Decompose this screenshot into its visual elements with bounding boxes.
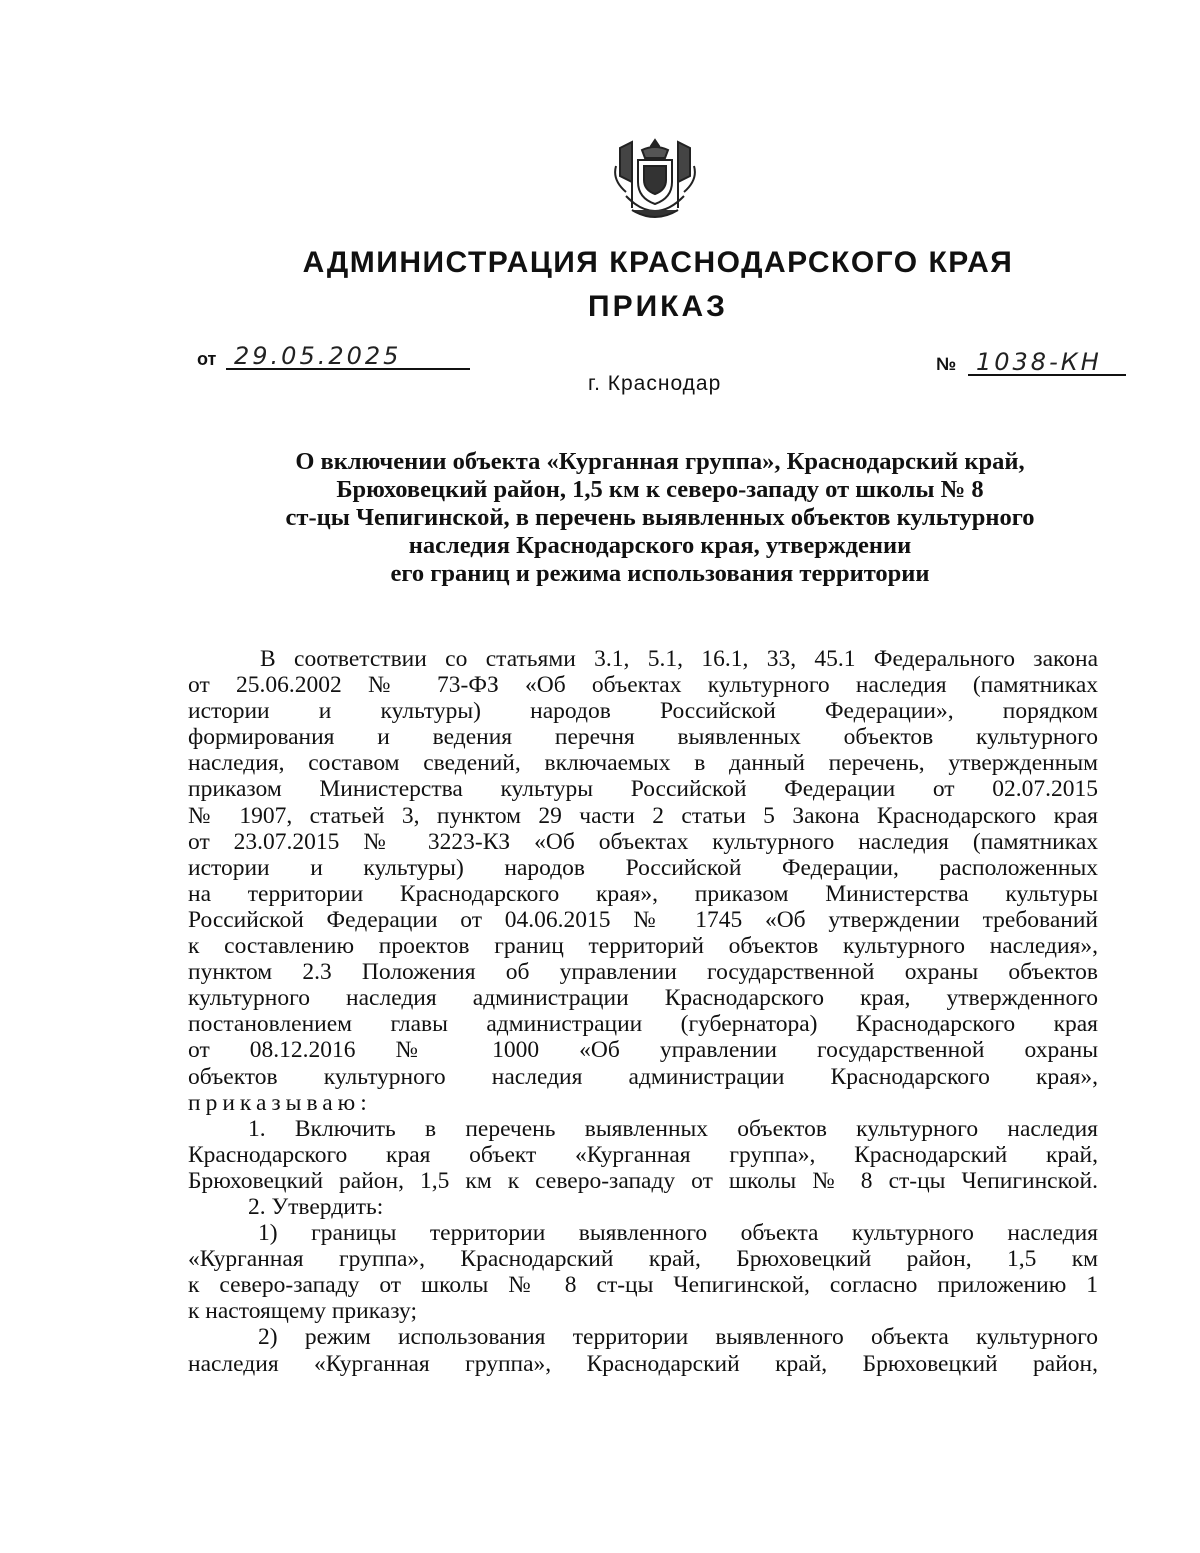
- city-label: г. Краснодар: [588, 372, 722, 395]
- subject-line: наследия Краснодарского края, утверждении: [408, 532, 912, 559]
- body-line: наследия, составом сведений, включаемых в данный перечень, утвержденным: [188, 750, 1098, 777]
- body-line: № 1907, статьей 3, пунктом 29 части 2 статьи 5 Закона Краснодарского края: [188, 802, 1098, 829]
- organization-title: АДМИНИСТРАЦИЯ КРАСНОДАРСКОГО КРАЯ: [302, 246, 1014, 279]
- body-line: истории и культуры) народов Российской Федерации, расположенных: [188, 854, 1098, 881]
- body-line: культурного наследия администрации Краснодарского края, утвержденного: [188, 985, 1098, 1012]
- subject-line: его границ и режима использования территории: [390, 560, 930, 587]
- body-line: Краснодарского края объект «Курганная группа», Краснодарский край,: [188, 1141, 1098, 1168]
- handwritten-number: 1038-КН: [968, 350, 1126, 376]
- body-line: 1) границы территории выявленного объекта культурного наследия: [258, 1220, 1098, 1247]
- body-line: истории и культуры) народов Российской Федерации», порядком: [188, 698, 1098, 725]
- subject-line: О включении объекта «Курганная группа», Краснодарский край,: [295, 448, 1025, 475]
- body-line: к настоящему приказу;: [188, 1298, 417, 1325]
- body-line: к северо-западу от школы № 8 ст-цы Чепигинской, согласно приложению 1: [188, 1272, 1098, 1299]
- body-line: 2. Утвердить:: [248, 1193, 384, 1220]
- document-subject: [200, 448, 1120, 588]
- body-line: Российской Федерации от 04.06.2015 № 1745 «Об утверждении требований: [188, 906, 1098, 933]
- date-label: от: [197, 349, 217, 369]
- body-line: от 23.07.2015 № 3223-КЗ «Об объектах культурного наследия (памятниках: [188, 828, 1098, 855]
- body-line: постановлением главы администрации (губернатора) Краснодарского края: [188, 1011, 1098, 1038]
- body-line: на территории Краснодарского края», приказом Министерства культуры: [188, 880, 1098, 907]
- body-line: приказом Министерства культуры Российской Федерации от 02.07.2015: [188, 776, 1098, 803]
- subject-line: ст-цы Чепигинской, в перечень выявленных объектов культурного: [285, 504, 1035, 531]
- body-line: 1. Включить в перечень выявленных объектов культурного наследия: [248, 1115, 1098, 1142]
- body-line: формирования и ведения перечня выявленных объектов культурного: [188, 724, 1098, 751]
- subject-line: Брюховецкий район, 1,5 км к северо-западу от школы № 8: [336, 476, 984, 503]
- body-line: от 25.06.2002 № 73-ФЗ «Об объектах культурного наследия (памятниках: [188, 672, 1098, 699]
- body-line: наследия «Курганная группа», Краснодарский край, Брюховецкий район,: [188, 1350, 1098, 1377]
- body-line: 2) режим использования территории выявленного объекта культурного: [258, 1324, 1098, 1351]
- coat-of-arms-icon: [608, 136, 702, 224]
- body-line: объектов культурного наследия администрации Краснодарского края»,: [188, 1063, 1098, 1090]
- document-type: ПРИКАЗ: [588, 290, 728, 323]
- number-label: №: [936, 354, 957, 374]
- body-line: пунктом 2.3 Положения об управлении государственной охраны объектов: [188, 959, 1098, 986]
- body-line: «Курганная группа», Краснодарский край, Брюховецкий район, 1,5 км: [188, 1246, 1098, 1273]
- body-line: от 08.12.2016 № 1000 «Об управлении государственной охраны: [188, 1037, 1098, 1064]
- body-line: Брюховецкий район, 1,5 км к северо-западу от школы № 8 ст-цы Чепигинской.: [188, 1167, 1098, 1194]
- body-line: В соответствии со статьями 3.1, 5.1, 16.1, 33, 45.1 Федерального закона: [260, 646, 1098, 672]
- body-line: приказываю:: [188, 1089, 372, 1116]
- document-body: [188, 646, 1098, 1377]
- handwritten-date: 29.05.2025: [226, 344, 470, 370]
- body-line: к составлению проектов границ территорий объектов культурного наследия»,: [188, 933, 1098, 960]
